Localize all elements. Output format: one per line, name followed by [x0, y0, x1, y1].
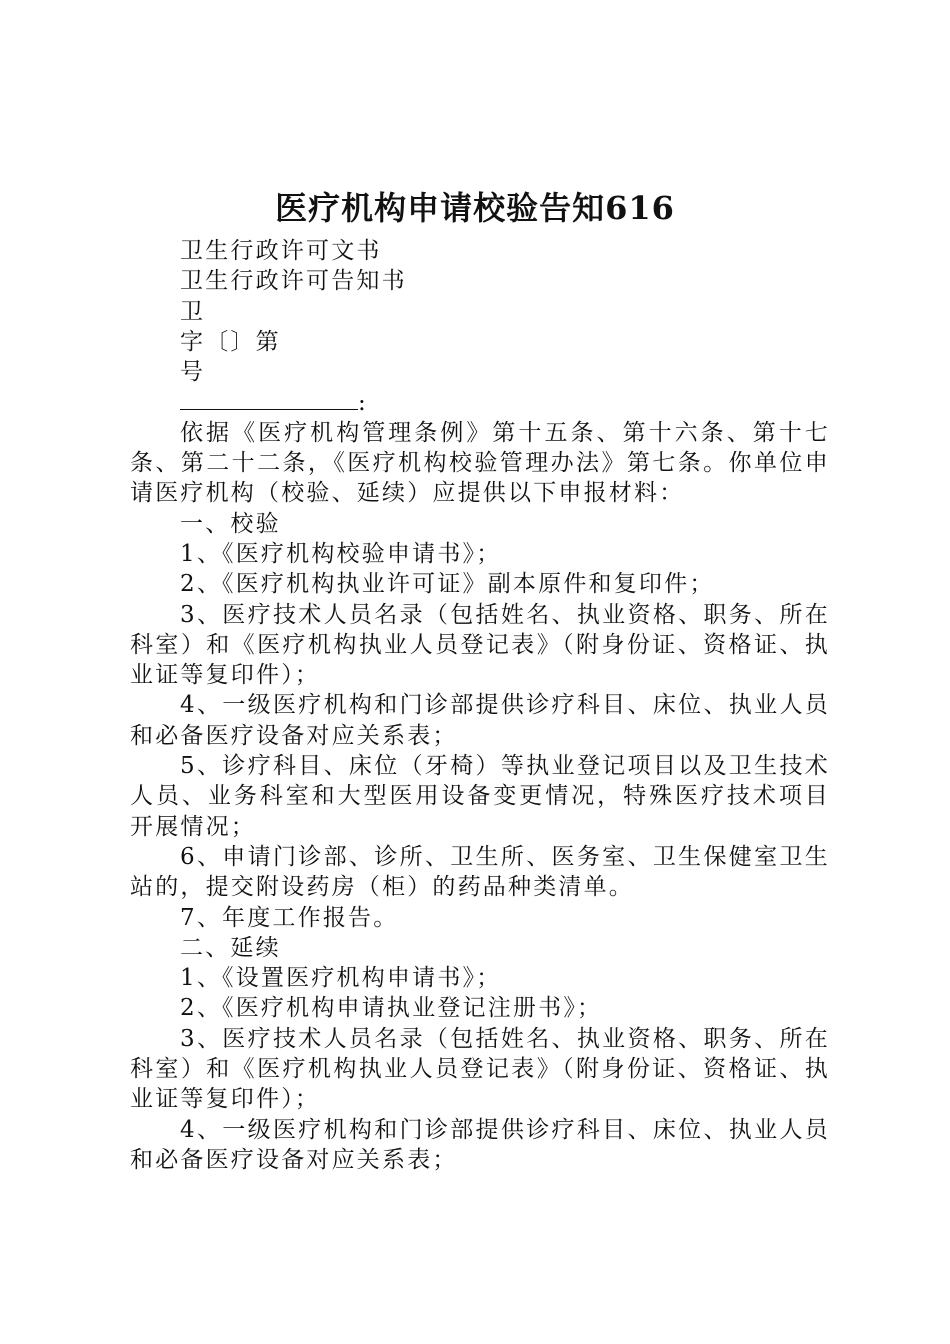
section2-heading: 二、延续: [180, 934, 281, 961]
section1-item-4: 4、一级医疗机构和门诊部提供诊疗科目、床位、执业人员和必备医疗设备对应关系表；: [130, 692, 830, 749]
section2-item-2: 2、《医疗机构申请执业登记注册书》；: [180, 995, 603, 1022]
section2-item-1: 1、《设置医疗机构申请书》；: [180, 965, 502, 992]
section1-heading: 一、校验: [180, 510, 281, 537]
section2-item-3: 3、医疗技术人员名录（包括姓名、执业资格、职务、所在科室）和《医疗机构执业人员登记表》（附身份证、资格证、执业证等复印件）；: [130, 1025, 830, 1113]
addressee-blank: [180, 387, 358, 410]
document-body: [130, 236, 830, 1175]
header-line-2: 卫生行政许可告知书: [180, 268, 407, 295]
addressee-line: [130, 387, 830, 417]
section1-item-1: 1、《医疗机构校验申请书》；: [180, 540, 502, 567]
section1-item-5: 5、诊疗科目、床位（牙椅）等执业登记项目以及卫生技术人员、业务科室和大型医用设备变更情况，特殊医疗技术项目开展情况；: [130, 753, 830, 840]
section1-item-2: 2、《医疗机构执业许可证》副本原件和复印件；: [180, 571, 715, 598]
header-line-5: 号: [180, 359, 206, 386]
addressee-colon: :: [358, 390, 368, 417]
intro-paragraph: 依据《医疗机构管理条例》第十五条、第十六条、第十七条、第二十二条，《医疗机构校验管理办法》第七条。你单位申请医疗机构（校验、延续）应提供以下申报材料：: [130, 419, 830, 507]
section1-item-3: 3、医疗技术人员名录（包括姓名、执业资格、职务、所在科室）和《医疗机构执业人员登记表》（附身份证、资格证、执业证等复印件）；: [130, 601, 830, 689]
document-title: 医疗机构申请校验告知616: [275, 189, 675, 227]
header-line-4: 字〔〕第: [180, 328, 281, 355]
header-line-1: 卫生行政许可文书: [180, 238, 382, 264]
section1-item-7: 7、年度工作报告。: [180, 904, 399, 931]
section1-item-6: 6、申请门诊部、诊所、卫生所、医务室、卫生保健室卫生站的，提交附设药房（柜）的药品种类清单。: [130, 843, 830, 901]
section2-item-4: 4、一级医疗机构和门诊部提供诊疗科目、床位、执业人员和必备医疗设备对应关系表；: [130, 1116, 830, 1173]
header-line-3: 卫: [180, 298, 206, 325]
